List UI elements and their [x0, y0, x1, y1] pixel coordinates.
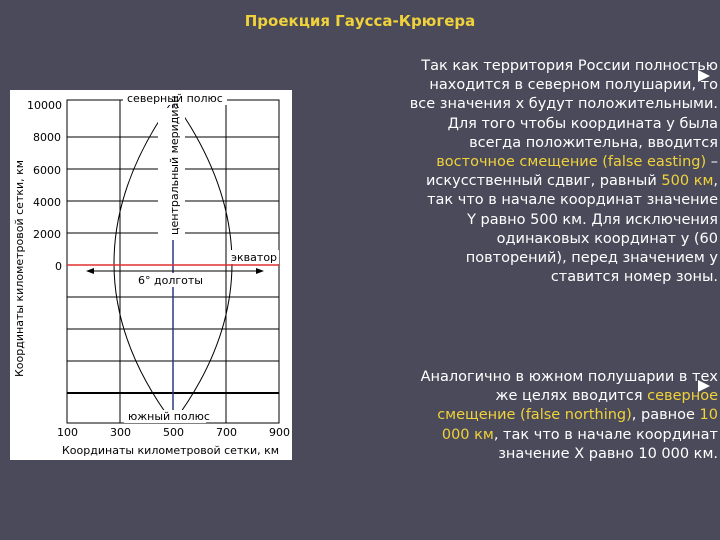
highlight-false-easting: восточное смещение (false easting): [436, 154, 707, 171]
central-meridian-label: центральный меридиан: [168, 95, 181, 235]
x-tick-label: 900: [269, 426, 290, 439]
equator-label: экватор: [231, 251, 278, 264]
paragraph-false-easting: Так как территория России полностью находится в северном полушарии, то все значения x будут положительными. Для того чтобы координата y была всегда положительна, вводится восточное смещение (false easting) – искусственный сдвиг, равный 500 км, так что в начале координат значение Y равно 500 км. Для исключения одинаковых координат у (60 повторений), перед значением у ставится номер зоны.: [409, 58, 718, 286]
highlight-500km: 500 км: [661, 173, 714, 190]
projection-diagram: [10, 90, 292, 460]
highlight-northern: северное: [647, 388, 718, 405]
x-tick-label: 700: [216, 426, 237, 439]
projection-figure: [10, 90, 292, 460]
y-tick-label: 10000: [27, 99, 62, 112]
longitude-span-label: 6° долготы: [138, 274, 203, 287]
y-tick-label: 2000: [33, 228, 61, 241]
south-pole-label: южный полюс: [128, 410, 210, 423]
x-tick-label: 300: [110, 426, 131, 439]
y-tick-label: 0: [55, 260, 62, 273]
y-tick-label: 4000: [33, 196, 61, 209]
y-tick-label: 6000: [33, 164, 61, 177]
highlight-false-northing: смещение (false northing): [437, 407, 632, 424]
highlight-10000km: 000 км: [441, 426, 494, 443]
x-tick-label: 500: [163, 426, 184, 439]
x-axis-label: Координаты километровой сетки, км: [62, 444, 280, 457]
x-tick-label: 100: [57, 426, 78, 439]
paragraph-false-northing: Аналогично в южном полушарии в тех же целях вводится северное смещение (false northing), равное 10 000 км, так что в начале координат значение X равно 10 000 км.: [420, 369, 718, 462]
slide-title: Проекция Гаусса-Крюгера: [244, 12, 476, 30]
north-pole-label: северный полюс: [127, 92, 223, 105]
y-axis-label: Координаты километровой сетки, км: [13, 159, 26, 377]
y-tick-label: 8000: [33, 131, 61, 144]
